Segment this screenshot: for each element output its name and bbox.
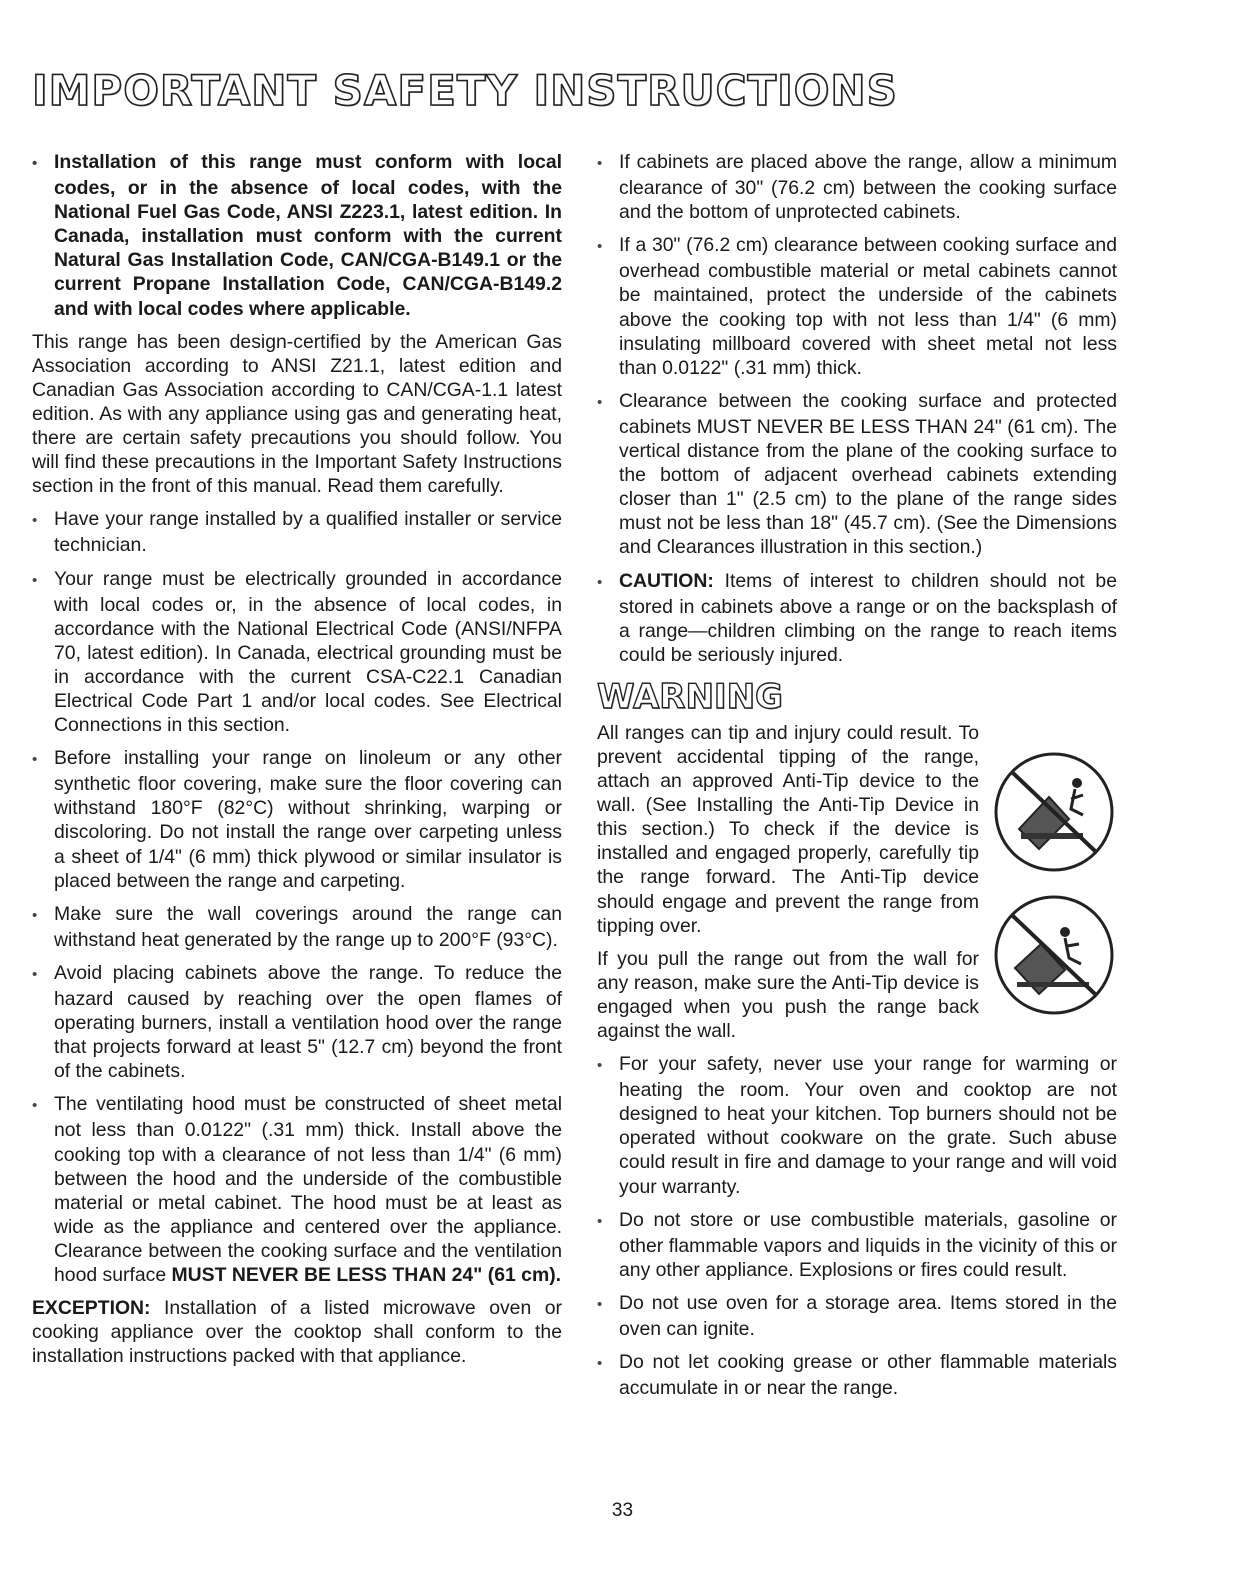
warning-anti-tip-paragraph: All ranges can tip and injury could result. To prevent accidental tipping of the range, attach an approved Anti-Tip device to the wall. (See Installing the Anti-Tip Device in this section.) To check if the device is installed and engaged properly, carefully tip the range forward. The Anti-Tip device should engage and prevent the range from tipping over. xyxy=(597,721,979,937)
exception-label: EXCEPTION: xyxy=(32,1297,151,1320)
exception-text: Installation of a listed microwave oven or cooking appliance over the cooktop shall conform to the installation instructions packed with that appliance. xyxy=(32,1297,562,1368)
ventilating-hood-clearance: MUST NEVER BE LESS THAN 24" (61 cm). xyxy=(171,1264,562,1287)
millboard-protection-item: • If a 30" (76.2 cm) clearance between cooking surface and overhead combustible material or metal cabinets cannot be maintained, protect the underside of the cabinets above the cooking top with not less than 1/4" (6 mm) insulating millboard covered with sheet metal not less than 0.0122" (.31 mm) thick. xyxy=(597,233,1117,380)
ventilating-hood-item xyxy=(32,1092,562,1287)
electrical-grounding-item: • Your range must be electrically grounded in accordance with local codes or, in the absence of local codes, in accordance with the National Electrical Code (ANSI/NFPA 70, latest edition). In Canada, electrical grounding must be in accordance with the current CSA-C22.1 Canadian Electrical Code Part 1 and/or local codes. See Electrical Connections in this section. xyxy=(32,567,562,738)
combustible-materials-item: • Do not store or use combustible materials, gasoline or other flammable vapors and liquids in the vicinity of this or any other appliance. Explosions or fires could result. xyxy=(597,1208,1117,1282)
no-warming-item: • For your safety, never use your range for warming or heating the room. Your oven and cooktop are not designed to heat your kitchen. Top burners should not be operated without cookware on the grate. Such abuse could result in fire and damage to your range and will void your warranty. xyxy=(597,1052,1117,1199)
avoid-cabinets-item: • Avoid placing cabinets above the range. To reduce the hazard caused by reaching over the open flames of operating burners, install a ventilation hood over the range that projects forward at least 5" (12.7 cm) beyond the front of the cabinets. xyxy=(32,961,562,1083)
installation-codes-paragraph: • Installation of this range must conform with local codes, or in the absence of local codes, with the National Fuel Gas Code, ANSI Z223.1, latest edition. In Canada, installation must conform with the current Natural Gas Installation Code, CAN/CGA-B149.1 or the current Propane Installation Code, CAN/CGA-B149.2 and with local codes where applicable. xyxy=(32,150,562,321)
warning-section xyxy=(597,677,1117,1043)
ventilating-hood-text: The ventilating hood must be constructed of sheet metal not less than 0.0122" (.31 mm) thick. Install above the cooking top with a clearance of not less than 1/4" (6 mm) between the hood and the underside of the combustible material or metal cabinet. The hood must be at least as wide as the appliance and centered over the appliance. Clearance between the cooking surface and the ventilation hood surface xyxy=(54,1093,562,1287)
caution-item xyxy=(597,569,1117,667)
no-climbing-range-icon xyxy=(991,749,1117,875)
no-tipping-range-icon xyxy=(991,892,1117,1018)
grease-accumulation-item: • Do not let cooking grease or other flammable materials accumulate in or near the range. xyxy=(597,1350,1117,1400)
oven-storage-item: • Do not use oven for a storage area. Items stored in the oven can ignite. xyxy=(597,1291,1117,1341)
certification-paragraph: This range has been design-certified by the American Gas Association according to ANSI Z21.1, latest edition and Canadian Gas Association according to CAN/CGA-1.1 latest edition. As with any appliance using gas and generating heat, there are certain safety precautions you should follow. You will find these precautions in the Important Safety Instructions section in the front of this manual. Read them carefully. xyxy=(32,330,562,498)
page-number: 33 xyxy=(611,1500,634,1521)
caution-text: Items of interest to children should not be stored in cabinets above a range or on the backsplash of a range—children climbing on the range to reach items could be seriously injured. xyxy=(619,569,1117,666)
qualified-installer-item: • Have your range installed by a qualified installer or service technician. xyxy=(32,507,562,557)
exception-paragraph xyxy=(32,1296,562,1368)
wall-coverings-item: • Make sure the wall coverings around the range can withstand heat generated by the range up to 200°F (93°C). xyxy=(32,902,562,952)
warning-pull-out-paragraph: If you pull the range out from the wall for any reason, make sure the Anti-Tip device is engaged when you push the range back against the wall. xyxy=(597,947,979,1042)
warning-title: WARNING xyxy=(597,676,783,717)
caution-label: CAUTION: xyxy=(619,569,714,592)
right-column xyxy=(597,150,1117,1409)
floor-covering-item: • Before installing your range on linoleum or any other synthetic floor covering, make sure the floor covering can withstand 180°F (82°C) without shrinking, warping or discoloring. Do not install the range over carpeting unless a sheet of 1/4" (6 mm) thick plywood or similar insulator is placed between the range and carpeting. xyxy=(32,746,562,893)
page-title: IMPORTANT SAFETY INSTRUCTIONS xyxy=(32,66,898,115)
cabinet-clearance-item: • If cabinets are placed above the range, allow a minimum clearance of 30" (76.2 cm) between the cooking surface and the bottom of unprotected cabinets. xyxy=(597,150,1117,224)
clearance-protected-cabinets-item: • Clearance between the cooking surface and protected cabinets MUST NEVER BE LESS THAN 24" (61 cm). The vertical distance from the plane of the cooking surface to the bottom of adjacent overhead cabinets extending closer than 1" (2.5 cm) to the plane of the range sides must not be less than 18" (45.7 cm). (See the Dimensions and Clearances illustration in this section.) xyxy=(597,389,1117,560)
left-column xyxy=(32,150,562,1377)
